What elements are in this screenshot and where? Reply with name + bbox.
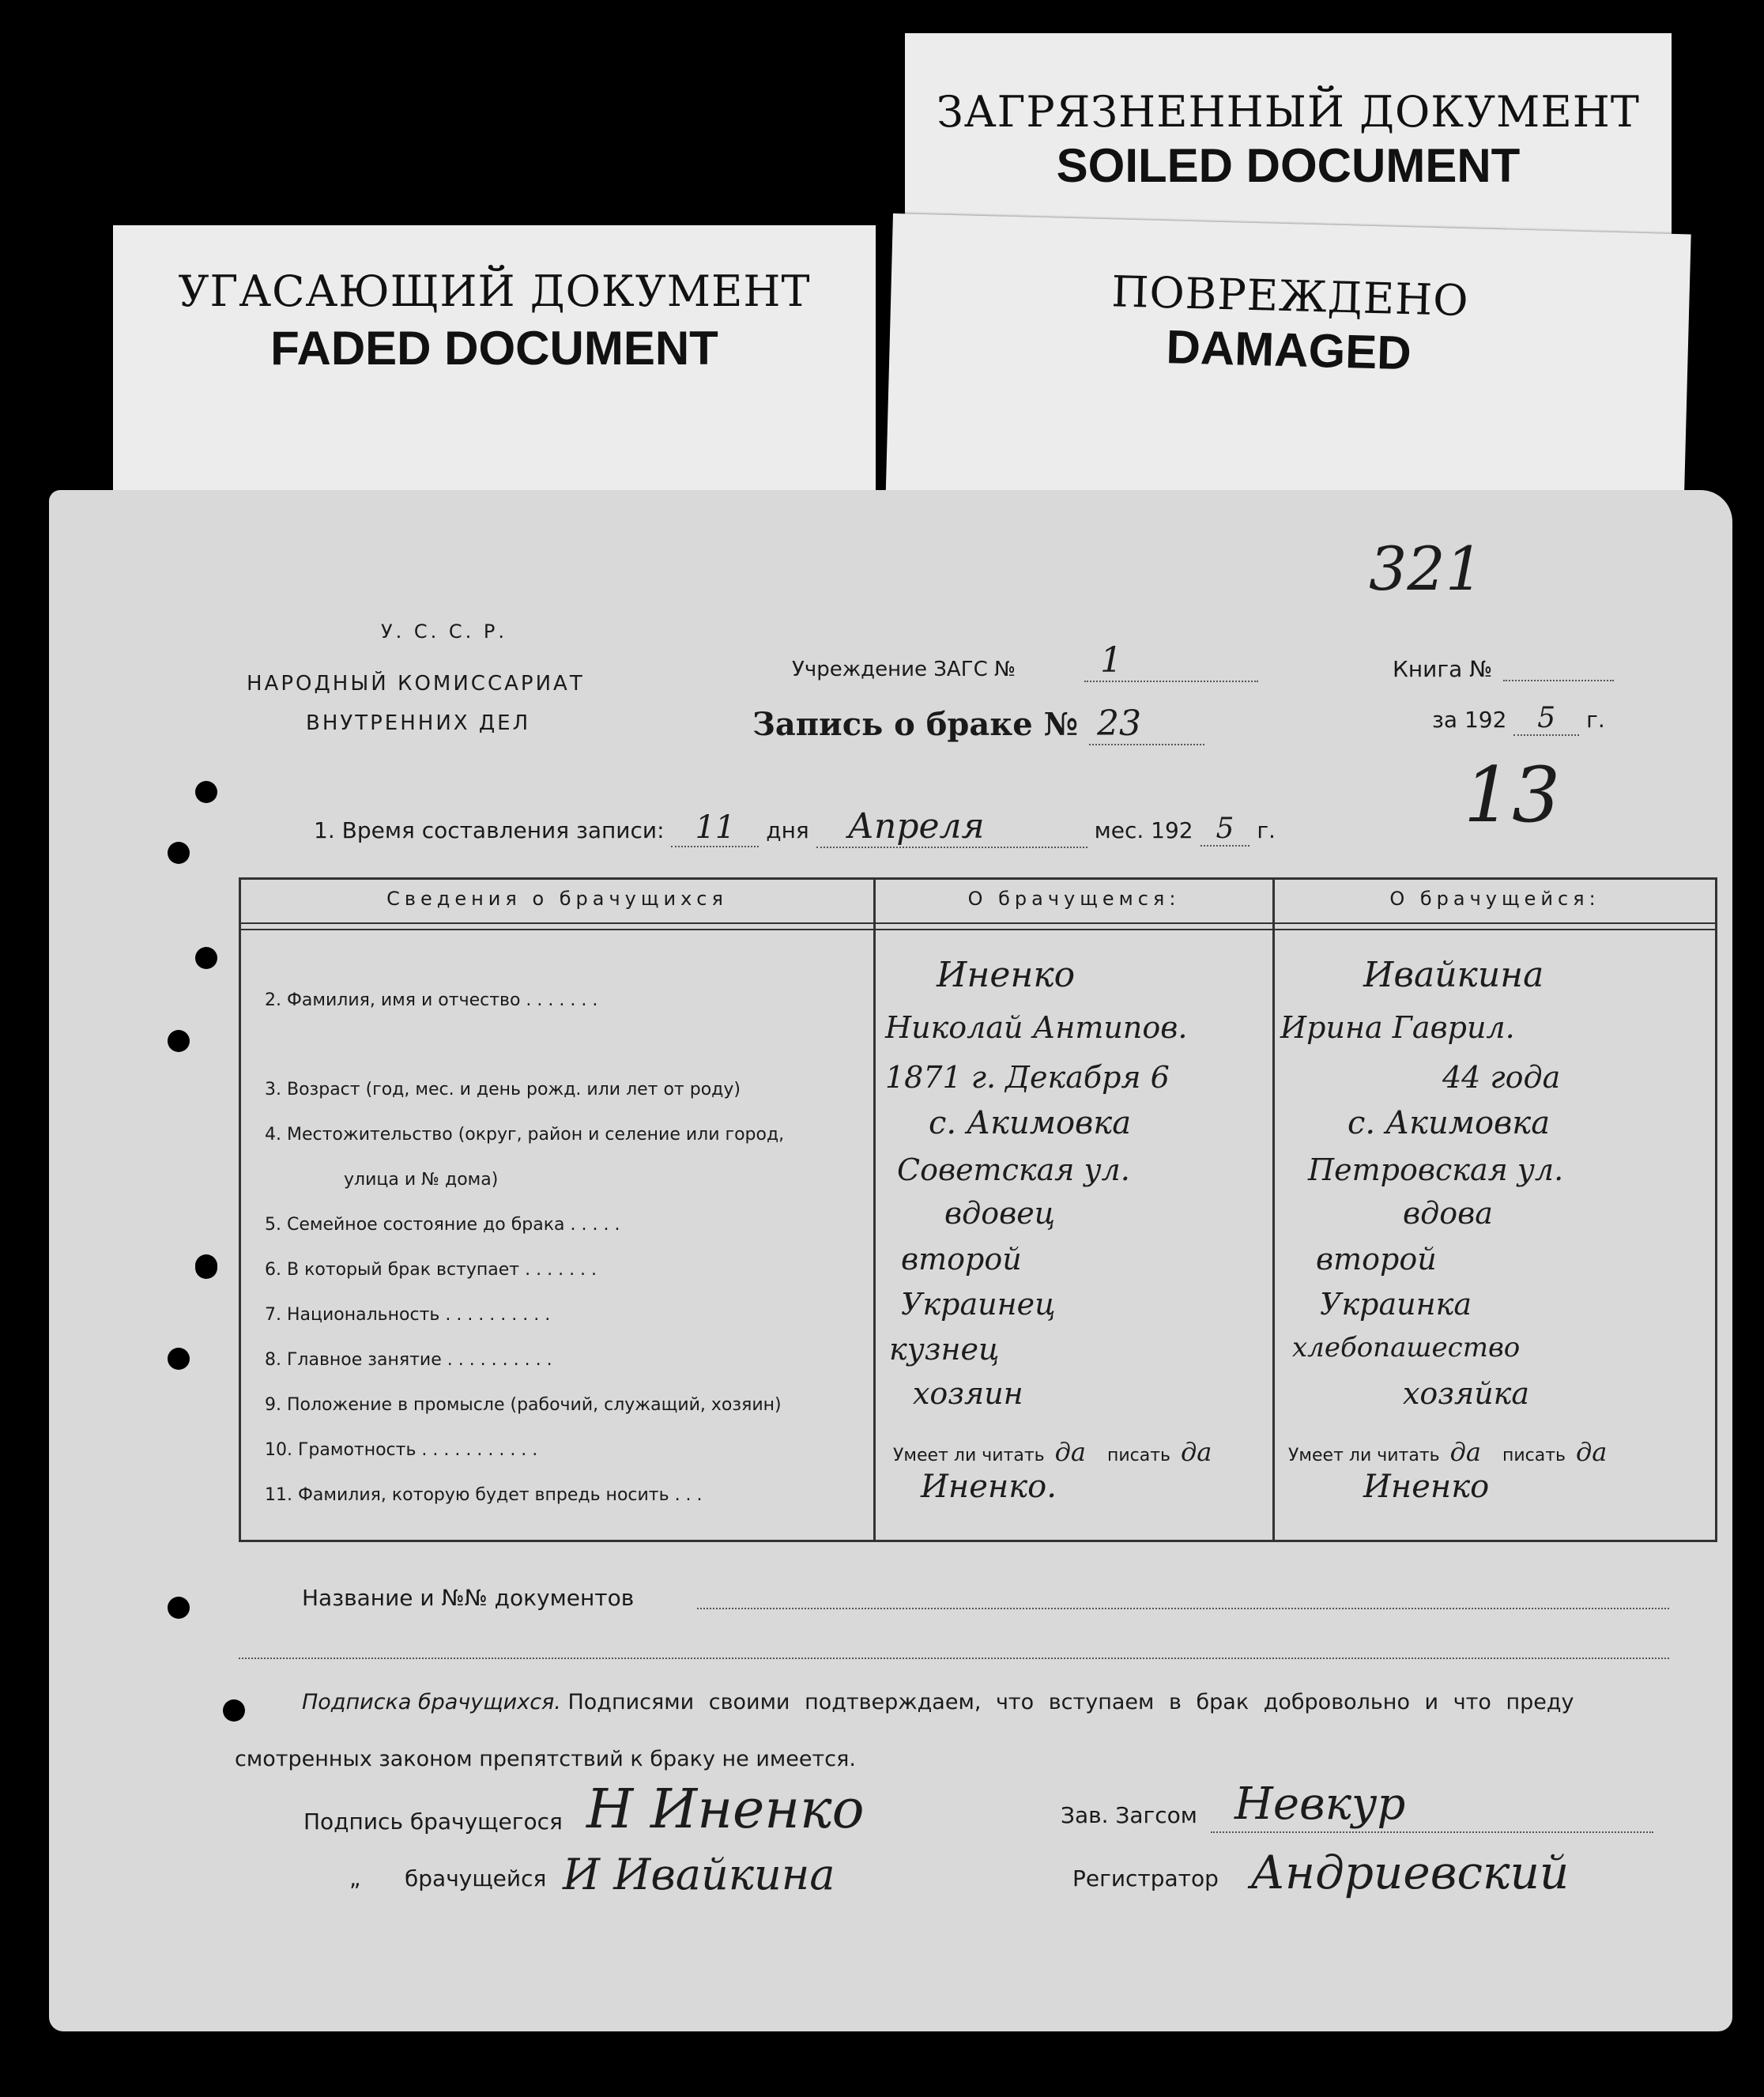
year-line [1432,702,1605,734]
row-label-marital-status: 5. Семейное состояние до брака . . . . . [265,1215,620,1235]
bride-occupation: хлебопашество [1292,1332,1521,1363]
documents-line [697,1606,1669,1609]
commissariat-line-2: ВНУТРЕННИХ ДЕЛ [306,711,531,735]
groom-surname: Иненко [937,955,1076,995]
bride-street: Петровская ул. [1308,1152,1564,1187]
declaration-line-1 [302,1690,1574,1714]
bride-literacy-read: да [1449,1437,1481,1467]
groom-position: хозяин [913,1376,1023,1411]
page-number: 321 [1369,534,1484,604]
head-signature-line [1211,1830,1653,1833]
row-label-future-surname: 11. Фамилия, которую будет впредь носить . . . [265,1485,703,1505]
bride-marriage: второй [1316,1242,1437,1277]
groom-name: Николай Антипов. [885,1010,1188,1045]
groom-literacy-label: Умеет ли читать [893,1446,1045,1465]
bride-status: вдова [1403,1196,1493,1231]
punch-hole [168,1597,190,1619]
column-header-groom: О брачущемся: [967,888,1181,910]
groom-signature: Н Иненко [586,1778,865,1841]
bride-literacy-write-label: писать [1502,1446,1566,1465]
documents-line-2 [239,1656,1669,1659]
institution-value: 1 [1084,640,1258,682]
groom-literacy-write-label: писать [1106,1446,1171,1465]
institution-label: Учреждение ЗАГС № [792,658,1016,681]
row-label-marriage-number: 6. В который брак вступает . . . . . . . [265,1260,597,1280]
marriage-record-sheet [49,490,1732,2031]
groom-literacy [893,1437,1212,1467]
punch-hole [168,1348,190,1370]
punch-hole [168,842,190,864]
groom-occupation: кузнец [889,1332,1000,1367]
marriage-details-table [239,877,1717,1542]
book-label: Книга № [1393,656,1493,682]
row-label-residence: 4. Местожительство (округ, район и селение или город, [265,1125,785,1145]
groom-street: Советская ул. [897,1152,1130,1187]
faded-label-en: FADED DOCUMENT [270,322,718,375]
book-value-line [1503,678,1614,681]
groom-signature-label: Подпись брачущегося [303,1808,563,1835]
row-label-street: улица и № дома) [344,1170,499,1190]
groom-status: вдовец [944,1196,1056,1231]
bride-literacy-label: Умеет ли читать [1288,1446,1440,1465]
groom-literacy-read: да [1054,1437,1086,1467]
head-signature: Невкур [1234,1778,1406,1830]
year-suffix: г. [1586,707,1605,733]
head-signature-label: Зав. Загсом [1061,1802,1197,1828]
declaration-line-2: смотренных законом препятствий к браку не имеется. [235,1747,856,1771]
row-label-position: 9. Положение в промысле (рабочий, служащий, хозяин) [265,1395,782,1415]
record-month-label: мес. 192 [1094,817,1193,843]
declaration-text-1: Подписями своими подтверждаем, что вступаем в брак добровольно и что преду [567,1690,1574,1714]
faded-document-card [113,225,876,510]
record-day: 11 [671,809,759,847]
year-value: 5 [1513,702,1579,736]
bride-age: 44 года [1442,1060,1561,1095]
groom-marriage: второй [901,1242,1022,1277]
country-header: У. С. С. Р. [381,620,508,643]
row-label-occupation: 8. Главное занятие . . . . . . . . . . [265,1350,552,1370]
punch-hole [195,1257,217,1279]
documents-label: Название и №№ документов [302,1585,635,1611]
record-time-line [314,806,1276,847]
record-title [752,703,1204,744]
row-label-name: 2. Фамилия, имя и отчество . . . . . . . [265,990,598,1010]
column-header-bride: О брачущейся: [1389,888,1600,910]
faded-label-ru: УГАСАЮЩИЙ ДОКУМЕНТ [178,266,811,316]
year-label: за 192 [1432,707,1507,733]
record-month: Апреля [816,806,1087,848]
bride-signature-quote: „ [349,1865,361,1891]
damaged-label-ru: ПОВРЕЖДЕНО [1110,266,1470,326]
registrar-signature: Андриевский [1250,1846,1570,1899]
bride-position: хозяйка [1403,1376,1530,1411]
punch-hole [195,947,217,969]
bride-future-surname: Иненко [1363,1469,1490,1505]
bride-signature-label: брачущейся [405,1865,547,1891]
bride-name: Ирина Гаврил. [1280,1010,1515,1045]
soiled-label-en: SOILED DOCUMENT [1056,139,1521,192]
bride-signature: И Ивайкина [563,1850,835,1899]
punch-hole [195,781,217,803]
groom-residence: с. Акимовка [929,1105,1132,1141]
row-label-literacy: 10. Грамотность . . . . . . . . . . . [265,1440,538,1460]
row-label-age: 3. Возраст (год, мес. и день рожд. или лет от роду) [265,1080,741,1099]
punch-hole [168,1030,190,1052]
record-number: 23 [1089,703,1204,745]
record-year-suffix: г. [1257,817,1276,843]
column-header-info: Сведения о брачущихся [386,888,728,910]
record-title-label: Запись о браке № [752,706,1079,743]
commissariat-line-1: НАРОДНЫЙ КОМИССАРИАТ [247,672,585,696]
groom-future-surname: Иненко. [921,1469,1057,1505]
record-time-label: 1. Время составления записи: [314,817,665,843]
bride-surname: Ивайкина [1363,955,1544,995]
punch-hole [223,1699,245,1722]
damaged-label-en: DAMAGED [1165,320,1412,380]
bride-literacy-write: да [1576,1437,1608,1467]
row-label-nationality: 7. Национальность . . . . . . . . . . [265,1305,551,1325]
record-year: 5 [1200,813,1250,847]
declaration-lead: Подписка брачущихся. [302,1690,561,1714]
bride-nationality: Украинка [1320,1287,1472,1322]
groom-age: 1871 г. Декабря 6 [885,1060,1170,1095]
margin-number: 13 [1464,751,1561,839]
groom-nationality: Украинец [901,1287,1056,1322]
record-day-label: дня [766,817,809,843]
soiled-label-ru: ЗАГРЯЗНЕННЫЙ ДОКУМЕНТ [937,87,1640,137]
bride-residence: с. Акимовка [1348,1105,1551,1141]
bride-literacy [1288,1437,1607,1467]
groom-literacy-write: да [1181,1437,1212,1467]
registrar-label: Регистратор [1072,1865,1219,1891]
